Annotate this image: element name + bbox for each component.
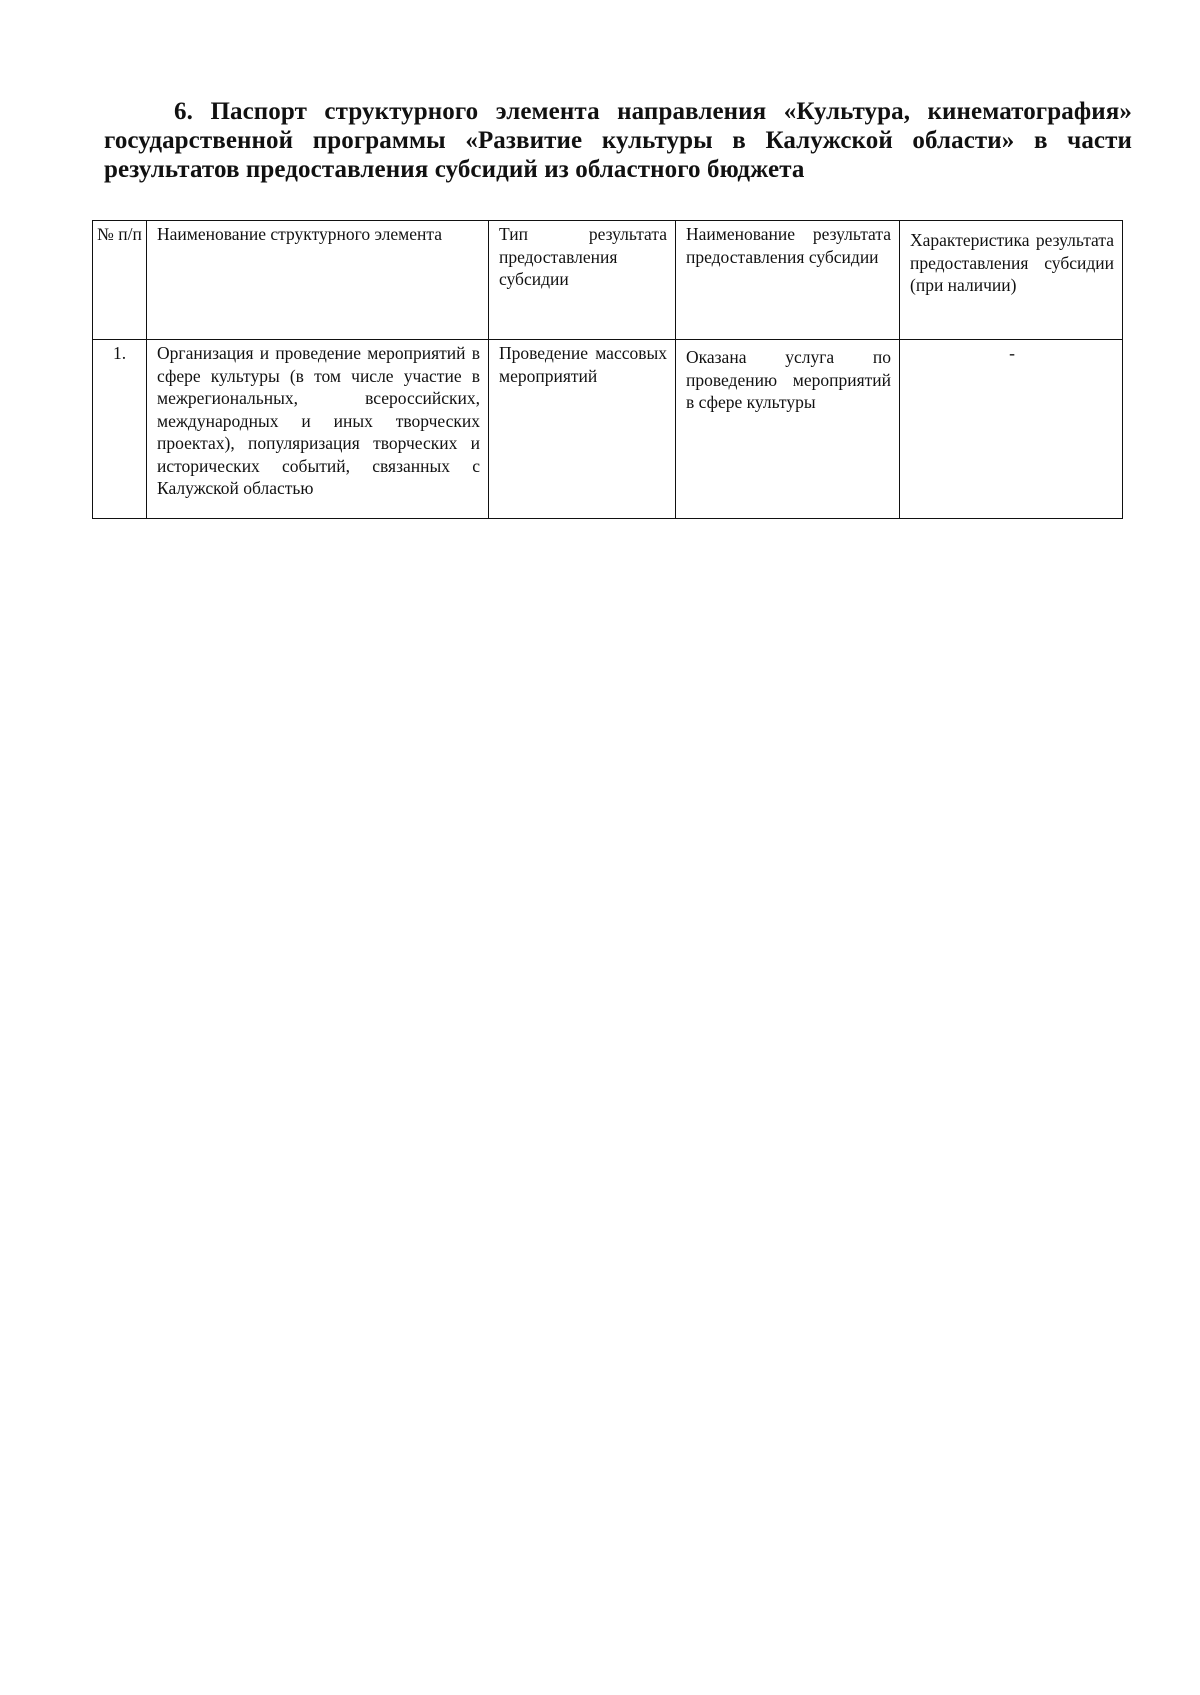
document-heading: 6. Паспорт структурного элемента направления «Культура, кинематография» государственной программы «Развитие культуры в Калужской области» в части результатов предоставления субсидий из областного бюджета [104,98,1132,183]
header-cell-element-name: Наименование структурного элемента [147,221,489,340]
header-cell-number: № п/п [93,221,147,340]
row-cell-result-type: Проведение массовых мероприятий [489,340,676,519]
row-cell-element-name: Организация и проведение мероприятий в сфере культуры (в том числе участие в межрегиональных, всероссийских, международных и иных творческих проектах), популяризация творческих и исторических событий, связанных с Калужской областью [147,340,489,519]
header-cell-result-characteristic [900,221,1123,340]
table-row [93,340,1123,519]
table-body [93,340,1123,519]
row-cell-number: 1. [93,340,147,519]
row-cell-result-name [676,340,900,519]
passport-table-container [92,220,1122,519]
header-cell-result-name: Наименование результата предоставления субсидии [676,221,900,340]
passport-table [92,220,1123,519]
table-header-row [93,221,1123,340]
header-cell-result-characteristic-text: Характеристика результата предоставления субсидии (при наличии) [910,230,1114,295]
row-cell-result-name-text: Оказана услуга по проведению мероприятий в сфере культуры [686,347,891,412]
header-cell-result-type: Тип результата предоставления субсидии [489,221,676,340]
row-cell-result-characteristic: - [900,340,1123,519]
table-header [93,221,1123,340]
